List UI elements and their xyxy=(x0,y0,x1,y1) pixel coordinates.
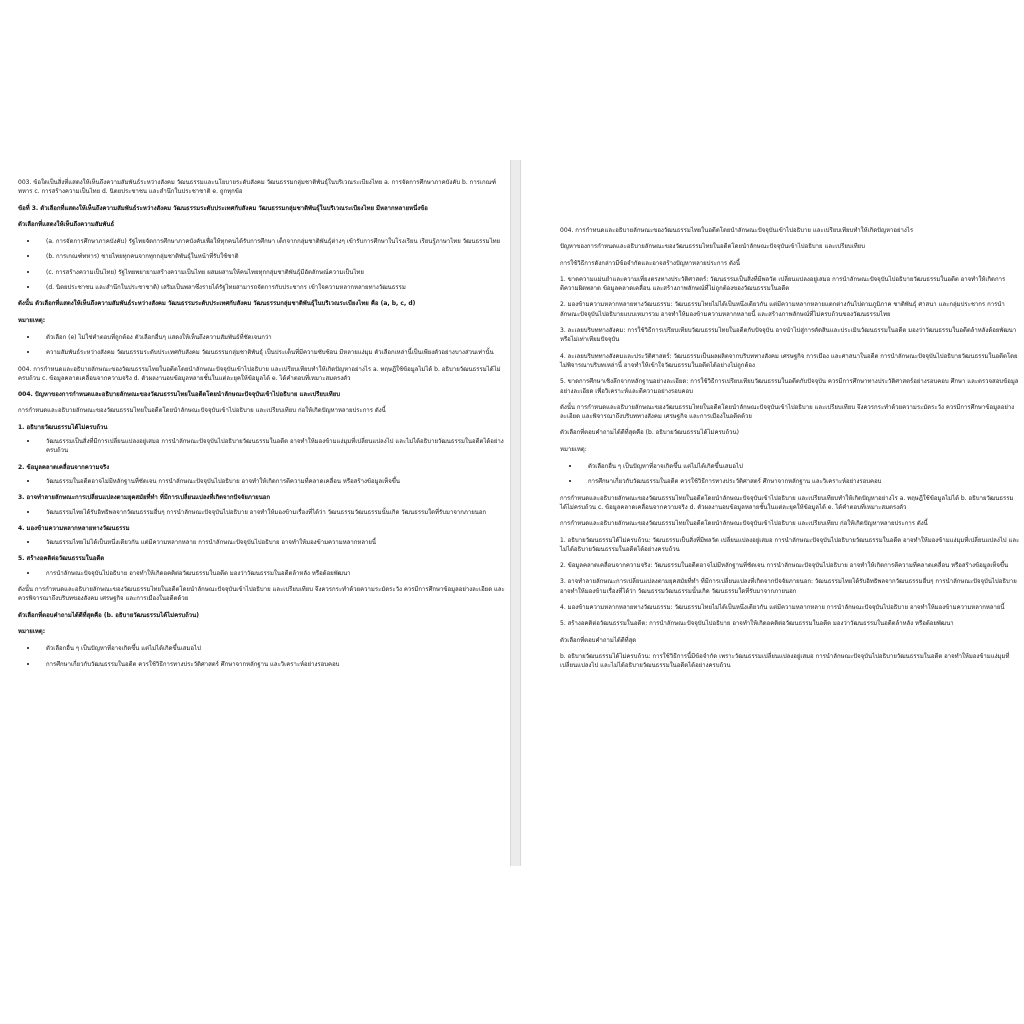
paragraph: 1. อธิบายวัฒนธรรมได้ไม่ครบถ้วน xyxy=(18,423,108,431)
bullet-list xyxy=(560,461,1020,487)
list-item: • ความสัมพันธ์ระหว่างสังคม วัฒนธรรมระดับประเทศกับสังคม วัฒนธรรมกลุ่มชาติพันธุ์ เป็นประเด็นที่มีความซับซ้อน มีหลายแง่มุม ตัวเลือกเหล่านี้เป็นเพียงตัวอย่างบางส่วนเท่านั้น xyxy=(38,347,506,357)
list-item: • วัฒนธรรมไทยไม่ได้เป็นหนึ่งเดียวกัน แต่มีความหลากหลาย การนำลักษณะปัจจุบันไปอธิบาย อาจทำให้มองข้ามความหลากหลายนี้ xyxy=(38,537,506,547)
list-item: • การศึกษาเกี่ยวกับวัฒนธรรมในอดีต ควรใช้วิธีการทางประวัติศาสตร์ ศึกษาจากหลักฐาน และวิเคราะห์อย่างรอบคอบ xyxy=(38,659,506,669)
paragraph: 003. ข้อใดเป็นสิ่งที่แสดงให้เห็นถึงความสัมพันธ์ระหว่างสังคม วัฒนธรรมและนโยบายระดับสังคม วัฒนธรรมกลุ่มชาติพันธุ์ในบริเวณระเบียงไทย a. การจัดการศึกษาภาคบังคับ b. การเกณฑ์ทหาร c. การสร้างความเป็นไทย d. นิตยประชาชน และสำนึกในประชาชาติ e. ถูกทุกข้อ xyxy=(18,179,497,196)
bullet-list xyxy=(18,476,506,486)
paragraph: ตัวเลือกที่ตอบคำถามได้ดีที่สุดคือ (b. อธิบายวัฒนธรรมได้ไม่ครบถ้วน) xyxy=(18,611,199,619)
paragraph: ดังนั้น การกำหนดและอธิบายลักษณะของวัฒนธรรมไทยในอดีตโดยนำลักษณะปัจจุบันเข้าไปอธิบาย และเปรียบเทียบ จึงควรกระทำด้วยความระมัดระวัง ควรมีการศึกษาข้อมูลอย่างละเอียด และพิจารณาถึงบริบททางสังคม เศรษฐกิจ และการเมืองในอดีตด้วย xyxy=(560,403,1015,421)
list-item: • ตัวเลือกอื่น ๆ เป็นปัญหาที่อาจเกิดขึ้น แต่ไม่ได้เกิดขึ้นเสมอไป xyxy=(38,643,506,653)
paragraph: การกำหนดและอธิบายลักษณะของวัฒนธรรมไทยในอดีตโดยนำลักษณะปัจจุบันเข้าไปอธิบาย และเปรียบเทียบ ก่อให้เกิดปัญหาหลายประการ ดังนี้ xyxy=(18,407,386,415)
list-item: • วัฒนธรรมในอดีตอาจไม่มีหลักฐานที่ชัดเจน การนำลักษณะปัจจุบันไปอธิบาย อาจทำให้เกิดการตีความที่คลาดเคลื่อน หรือสร้างข้อมูลเท็จขึ้น xyxy=(38,476,506,486)
paragraph: หมายเหตุ: xyxy=(18,316,46,324)
paragraph: 2. ข้อมูลคลาดเคลื่อนจากความจริง xyxy=(18,463,110,471)
list-item: • (a. การจัดการศึกษาภาคบังคับ) รัฐไทยจัดการศึกษาภาคบังคับเพื่อให้ทุกคนได้รับการศึกษา เด็กจากกลุ่มชาติพันธุ์ต่างๆ เข้ารับการศึกษาในโรงเรียน เรียนรู้ภาษาไทย วัฒนธรรมไทย xyxy=(38,236,506,246)
paragraph: 5. ขาดการศึกษาเชิงลึกจากหลักฐานอย่างละเอียด: การใช้วิธีการเปรียบเทียบวัฒนธรรมในอดีตกับปัจจุบัน ควรมีการศึกษาทางประวัติศาสตร์อย่างรอบคอบ ศึกษา และตรวจสอบข้อมูลอย่างละเอียด เพื่อวิเคราะห์และตีความอย่างรอบคอบ xyxy=(560,378,1019,395)
bullet-list xyxy=(18,236,506,292)
paragraph: 1. ขาดความแม่นยำและความเที่ยงตรงทางประวัติศาสตร์: วัฒนธรรมเป็นสิ่งที่มีพลวัต เปลี่ยนแปลงอยู่เสมอ การนำลักษณะปัจจุบันไปอธิบายวัฒนธรรมในอดีต อาจทำให้เกิดการตีความผิดพลาด ข้อมูลคลาดเคลื่อน และสร้างภาพลักษณ์ที่ไม่ถูกต้องของวัฒนธรรมในอดีต xyxy=(560,275,1006,293)
paragraph: ตัวเลือกที่ตอบคำถามได้ดีที่สุด xyxy=(560,636,637,644)
list-item: • ตัวเลือก (e) ไม่ใช่คำตอบที่ถูกต้อง ตัวเลือกอื่นๆ แสดงให้เห็นถึงความสัมพันธ์ที่ชัดเจนกว่า xyxy=(38,332,506,342)
paragraph: 5. สร้างอคติต่อวัฒนธรรมในอดีต: การนำลักษณะปัจจุบันไปอธิบาย อาจทำให้เกิดอคติต่อวัฒนธรรมในอดีต มองว่าวัฒนธรรมในอดีตล้าหลัง หรือด้อยพัฒนา xyxy=(560,620,954,628)
bullet-list xyxy=(18,568,506,578)
paragraph: ตัวเลือกที่แสดงให้เห็นถึงความสัมพันธ์ xyxy=(18,220,115,228)
list-item: • (d. นิตยประชาชน และสำนึกในประชาชาติ) เสริมเป็นพลาซึ่งรายได้รัฐไทยสามารถจัดการกับประชากร เข้าใจความหลากหลายทางวัฒนธรรม xyxy=(38,282,506,292)
bullet-list xyxy=(18,643,506,669)
paragraph: การใช้วิธีการดังกล่าวมีข้อจำกัดและอาจสร้างปัญหาหลายประการ ดังนี้ xyxy=(560,259,740,267)
paragraph: 1. อธิบายวัฒนธรรมได้ไม่ครบถ้วน: วัฒนธรรมเป็นสิ่งที่มีพลวัต เปลี่ยนแปลงอยู่เสมอ การนำลักษณะปัจจุบันไปอธิบายวัฒนธรรมในอดีต อาจทำให้มองข้ามแง่มุมที่เปลี่ยนแปลงไป และไม่ได้อธิบายวัฒนธรรมในอดีตได้อย่างครบถ้วน xyxy=(560,536,1020,553)
paragraph: b. อธิบายวัฒนธรรมได้ไม่ครบถ้วน: การใช้วิธีการนี้มีข้อจำกัด เพราะวัฒนธรรมเปลี่ยนแปลงอยู่เสมอ การนำลักษณะปัจจุบันไปอธิบายวัฒนธรรมในอดีต อาจทำให้มองข้ามแง่มุมที่เปลี่ยนแปลงไป และไม่ได้อธิบายวัฒนธรรมในอดีตได้อย่างครบถ้วน xyxy=(560,652,1010,670)
bullet-list xyxy=(18,436,506,456)
paragraph: 004. การกำหนดและอธิบายลักษณะของวัฒนธรรมไทยในอดีตโดยนำลักษณะปัจจุบันเข้าไปอธิบาย และเปรียบเทียบทำให้เกิดปัญหาอย่างไร a. ทฤษฎีใช้ข้อมูลไม่ได้ b. อธิบายวัฒนธรรมได้ไม่ครบถ้วน c. ข้อมูลคลาดเคลื่อนจากความจริง d. ตัวผลงานอบข้อมูลหลายชั้นในแต่ละยุคให้ข้อมูลได้ e. ได้คำตอบที่เหมาะสมตรงตัว xyxy=(18,365,501,382)
paragraph: การกำหนดและอธิบายลักษณะของวัฒนธรรมไทยในอดีตโดยนำลักษณะปัจจุบันเข้าไปอธิบาย และเปรียบเทียบทำให้เกิดปัญหาอย่างไร a. ทฤษฎีใช้ข้อมูลไม่ได้ b. อธิบายวัฒนธรรมได้ไม่ครบถ้วน c. ข้อมูลคลาดเคลื่อนจากความจริง d. ตัวผลงานอบข้อมูลหลายชั้นในแต่ละยุคให้ข้อมูลได้ e. ได้คำตอบที่เหมาะสมตรงตัว xyxy=(560,494,1014,511)
list-item: • ตัวเลือกอื่น ๆ เป็นปัญหาที่อาจเกิดขึ้น แต่ไม่ได้เกิดขึ้นเสมอไป xyxy=(580,461,1020,471)
paragraph: ปัญหาของการกำหนดและอธิบายลักษณะของวัฒนธรรมไทยในอดีตโดยนำลักษณะปัจจุบันเข้าไปอธิบาย และเปรียบเทียบ xyxy=(560,243,865,251)
paragraph: 3. ละเลยบริบททางสังคม: การใช้วิธีการเปรียบเทียบวัฒนธรรมไทยในอดีตกับปัจจุบัน อาจนำไปสู่การตัดสินและประเมินวัฒนธรรมในอดีต มองว่าวัฒนธรรมในอดีตล้าหลังด้อยพัฒนา หรือไม่เท่าเทียมปัจจุบัน xyxy=(560,327,1017,344)
list-item: • การนำลักษณะปัจจุบันไปอธิบาย อาจทำให้เกิดอคติต่อวัฒนธรรมในอดีต มองว่าวัฒนธรรมในอดีตล้าหลัง หรือด้อยพัฒนา xyxy=(38,568,506,578)
paragraph: ตัวเลือกที่ตอบคำถามได้ดีที่สุดคือ (b. อธิบายวัฒนธรรมได้ไม่ครบถ้วน) xyxy=(560,429,739,437)
paragraph: การกำหนดและอธิบายลักษณะของวัฒนธรรมไทยในอดีตโดยนำลักษณะปัจจุบันเข้าไปอธิบาย และเปรียบเทียบ ก่อให้เกิดปัญหาหลายประการ ดังนี้ xyxy=(560,520,928,528)
bullet-list xyxy=(18,332,506,358)
paragraph: 004. ปัญหาของการกำหนดและอธิบายลักษณะของวัฒนธรรมไทยในอดีตโดยนำลักษณะปัจจุบันเข้าไปอธิบาย และเปรียบเทียบ xyxy=(18,391,341,399)
paragraph: ข้อที่ 3. ตัวเลือกที่แสดงให้เห็นถึงความสัมพันธ์ระหว่างสังคม วัฒนธรรมระดับประเทศกับสังคม วัฒนธรรมกลุ่มชาติพันธุ์ในบริเวณระเบียงไทย มีหลากหลายหนึ่งข้อ xyxy=(18,204,428,212)
paragraph: 3. อาจทำลายลักษณะการเปลี่ยนแปลงตามยุคสมัยที่ทำ ที่มีการเปลี่ยนแปลงที่เกิดจากปัจจัยภายนอก: วัฒนธรรมไทยได้รับอิทธิพลจากวัฒนธรรมอื่นๆ การนำลักษณะปัจจุบันไปอธิบาย อาจทำให้มองข้ามเรื่องที่ได้ว่า วัฒนธรรมวัฒนธรรมนั้นเกิด วัฒนธรรมใดที่รับมาจากภายนอก xyxy=(560,578,1017,595)
paragraph: 2. ข้อมูลคลาดเคลื่อนจากความจริง: วัฒนธรรมในอดีตอาจไม่มีหลักฐานที่ชัดเจน การนำลักษณะปัจจุบันไปอธิบาย อาจทำให้เกิดการตีความที่คลาดเคลื่อน หรือสร้างข้อมูลเท็จขึ้น xyxy=(560,562,1009,570)
paragraph: 2. มองข้ามความหลากหลายทางวัฒนธรรม: วัฒนธรรมไทยไม่ได้เป็นหนึ่งเดียวกัน แต่มีความหลากหลายแตกต่างกันไปตามภูมิภาค ชาติพันธุ์ ศาสนา และกลุ่มประชากร การนำลักษณะปัจจุบันไปอธิบายแบบเหมารวม อาจทำให้มองข้ามความหลากหลายนี้ และสร้างภาพลักษณ์ที่ไม่ครบถ้วนของวัฒนธรรมไทย xyxy=(560,301,1005,318)
list-item: • (c. การสร้างความเป็นไทย) รัฐไทยพยายามสร้างความเป็นไทย ผสมผสานให้คนไทยทุกกลุ่มชาติพันธุ์มีอัตลักษณ์ความเป็นไทย xyxy=(38,267,506,277)
bullet-list xyxy=(18,507,506,517)
paragraph: 4. มองข้ามความหลากหลายทางวัฒนธรรม xyxy=(18,524,130,532)
paragraph: ดังนั้น การกำหนดและอธิบายลักษณะของวัฒนธรรมไทยในอดีตโดยนำลักษณะปัจจุบันเข้าไปอธิบาย และเปรียบเทียบ จึงควรกระทำด้วยความระมัดระวัง ควรมีการศึกษาข้อมูลอย่างละเอียด และควรพิจารณาถึงบริบทของสังคม เศรษฐกิจ และการเมืองในอดีตด้วย xyxy=(18,586,505,603)
list-item: • การศึกษาเกี่ยวกับวัฒนธรรมในอดีต ควรใช้วิธีการทางประวัติศาสตร์ ศึกษาจากหลักฐาน และวิเคราะห์อย่างรอบคอบ xyxy=(580,476,1020,486)
paragraph: 4. มองข้ามความหลากหลายทางวัฒนธรรม: วัฒนธรรมไทยไม่ได้เป็นหนึ่งเดียวกัน แต่มีความหลากหลาย การนำลักษณะปัจจุบันไปอธิบาย อาจทำให้มองข้ามความหลากหลายนี้ xyxy=(560,604,1005,612)
list-item: • วัฒนธรรมเป็นสิ่งที่มีการเปลี่ยนแปลงอยู่เสมอ การนำลักษณะปัจจุบันไปอธิบายวัฒนธรรมในอดีต อาจทำให้มองข้ามแง่มุมที่เปลี่ยนแปลงไป และไม่ได้อธิบายวัฒนธรรมในอดีตได้อย่างครบถ้วน xyxy=(38,436,506,456)
paragraph: หมายเหตุ: xyxy=(560,445,587,453)
document-page-left xyxy=(0,0,510,1024)
paragraph: 5. สร้างอคติต่อวัฒนธรรมในอดีต xyxy=(18,555,105,563)
paragraph: ดังนั้น ตัวเลือกที่แสดงให้เห็นถึงความสัมพันธ์ระหว่างสังคม วัฒนธรรมระดับประเทศกับสังคม วัฒนธรรมกลุ่มชาติพันธุ์ในบริเวณระเบียงไทย คือ (a, b, c, d) xyxy=(18,300,416,308)
list-item: • (b. การเกณฑ์ทหาร) ชายไทยทุกคนจากทุกกลุ่มชาติพันธุ์ในหน้าที่รับใช้ชาติ xyxy=(38,251,506,261)
paragraph: หมายเหตุ: xyxy=(18,627,46,635)
document-page-right xyxy=(518,0,1024,1024)
paragraph: 004. การกำหนดและอธิบายลักษณะของวัฒนธรรมไทยในอดีตโดยนำลักษณะปัจจุบันเข้าไปอธิบาย และเปรียบเทียบทำให้เกิดปัญหาอย่างไร xyxy=(560,227,914,234)
paragraph: 3. อาจทำลายลักษณะการเปลี่ยนแปลงตามยุคสมัยที่ทำ ที่มีการเปลี่ยนแปลงที่เกิดจากปัจจัยภายนอก xyxy=(18,494,271,502)
bullet-list xyxy=(18,537,506,547)
paragraph: 4. ละเลยบริบททางสังคมและประวัติศาสตร์: วัฒนธรรมเป็นผลผลิตจากบริบททางสังคม เศรษฐกิจ การเมือง และศาสนาในอดีต การนำลักษณะปัจจุบันไปอธิบายวัฒนธรรมในอดีตโดยไม่พิจารณาบริบทเหล่านี้ อาจทำให้เข้าใจวัฒนธรรมในอดีตได้อย่างไม่ถูกต้อง xyxy=(560,352,1018,369)
list-item: • วัฒนธรรมไทยได้รับอิทธิพลจากวัฒนธรรมอื่นๆ การนำลักษณะปัจจุบันไปอธิบาย อาจทำให้มองข้ามเรื่องที่ได้ว่า วัฒนธรรมวัฒนธรรมนั้นเกิด วัฒนธรรมใดที่รับมาจากภายนอก xyxy=(38,507,506,517)
